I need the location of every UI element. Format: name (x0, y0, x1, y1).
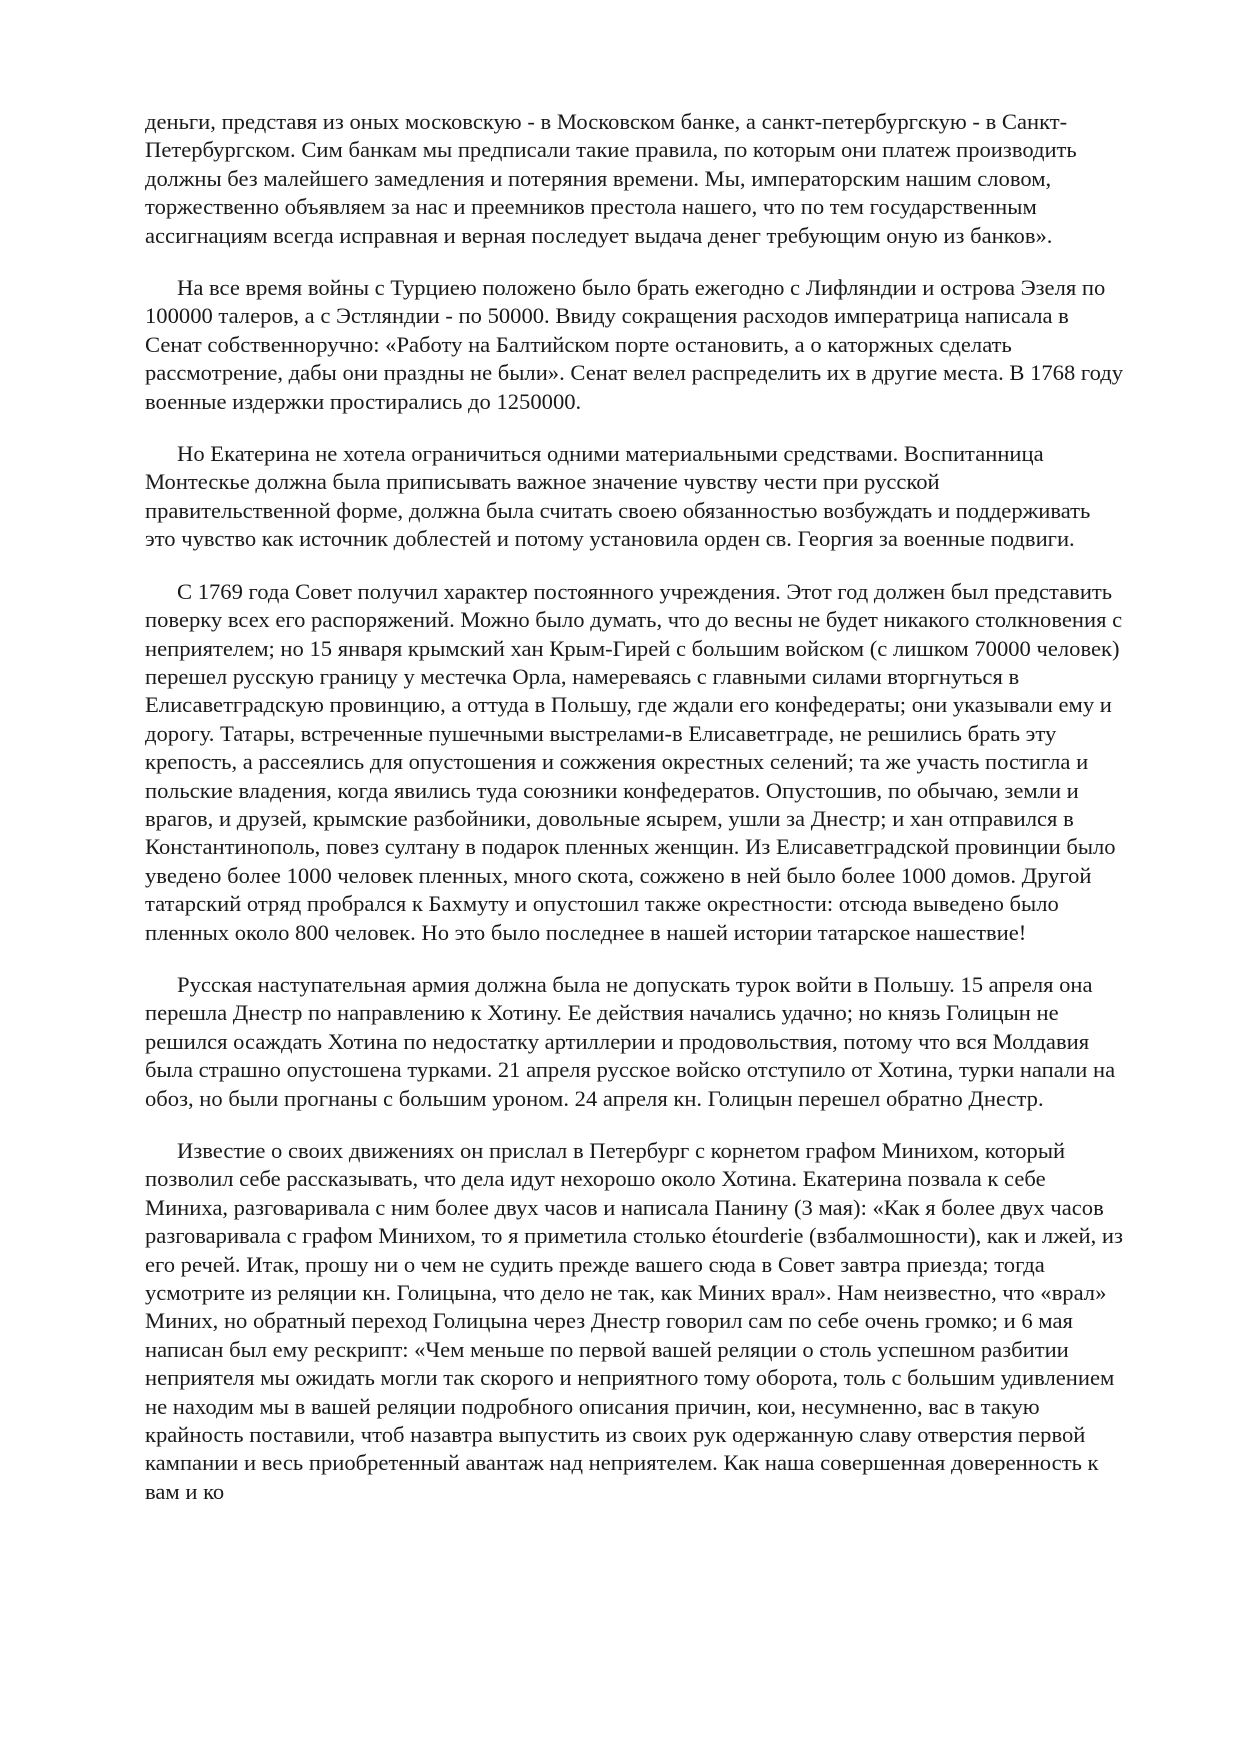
paragraph-3: Но Екатерина не хотела ограничиться одними материальными средствами. Воспитанница Монтескье должна была приписывать важное значение чувству чести при русской правительственной форме, должна была считать своею обязанностью возбуждать и поддерживать это чувство как источник доблестей и потому установила орден св. Георгия за военные подвиги. (145, 441, 1091, 552)
paragraph-2: На все время войны с Турциею положено было брать ежегодно с Лифляндии и острова Эзеля по 100000 талеров, а с Эстляндии - по 50000. Ввиду сокращения расходов императрица написала в Сенат собственноручно: «Работу на Балтийском порте остановить, а о каторжных сделать рассмотрение, дабы они праздны не были». Сенат велел распределить их в другие места. В 1768 году военные издержки простирались до 1250000. (145, 275, 1124, 414)
paragraph-5: Русская наступательная армия должна была не допускать турок войти в Польшу. 15 апреля она перешла Днестр по направлению к Хотину. Ее действия начались удачно; но князь Голицын не решился осаждать Хотина по недостатку артиллерии и продовольствия, потому что вся Молдавия была страшно опустошена турками. 21 апреля русское войско отступило от Хотина, турки напали на обоз, но были прогнаны с большим уроном. 24 апреля кн. Голицын перешел обратно Днестр. (145, 971, 1116, 1111)
paragraph-6: Известие о своих движениях он прислал в Петербург с корнетом графом Минихом, который позволил себе рассказывать, что дела идут нехорошо около Хотина. Екатерина позвала к себе Миниха, разговаривала с ним более двух часов и написала Панину (3 мая): «Как я более двух часов разговаривала с графом Минихом, то я приметила столько étourderie (взбалмошности), как и лжей, из его речей. Итак, прошу ни о чем не судить прежде вашего сюда в Совет завтра приезда; тогда усмотрите из реляции кн. Голицына, что дело не так, как Миних врал». Нам неизвестно, что «врал» Миних, но обратный переход Голицына через Днестр говорил сам по себе очень громко; и 6 мая написан был ему рескрипт: «Чем меньше по первой вашей реляции о столь успешном разбитии неприятеля мы ожидать могли так скорого и неприятного тому оборота, толь с большим удивлением не находим мы в вашей реляции подробного описания причин, кои, несумненно, вас в такую крайность поставили, чтоб назавтра выпустить из своих рук одержанную славу отверстия первой кампании и весь приобретенный авантаж над неприятелем. Как наша совершенная доверенность к вам и ко (145, 1138, 1123, 1504)
paragraph-1: деньги, представя из оных московскую - в Московском банке, а санкт-петербургскую - в Санкт-Петербургском. Сим банкам мы предписали такие правила, по которым они платеж производить должны без малейшего замедления и потеряния времени. Мы, императорским нашим словом, торжественно объявляем за нас и преемников престола нашего, что по тем государственным ассигнациям всегда исправная и верная последует выдача денег требующим оную из банков». (145, 109, 1077, 248)
paragraph-4: С 1769 года Совет получил характер постоянного учреждения. Этот год должен был представить поверку всех его распоряжений. Можно было думать, что до весны не будет никакого столкновения с неприятелем; но 15 января крымский хан Крым-Гирей с большим войском (с лишком 70000 человек) перешел русскую границу у местечка Орла, намереваясь с главными силами вторгнуться в Елисаветградскую провинцию, а оттуда в Польшу, где ждали его конфедераты; они указывали ему и дорогу. Татары, встреченные пушечными выстрелами-в Елисаветграде, не решились брать эту крепость, а рассеялись для опустошения и сожжения окрестных селений; та же участь постигла и польские владения, когда явились туда союзники конфедератов. Опустошив, по обычаю, земли и врагов, и друзей, крымские разбойники, довольные ясырем, ушли за Днестр; и хан отправился в Константинополь, повез султану в подарок пленных женщин. Из Елисаветградской провинции было уведено более 1000 человек пленных, много скота, сожжено в ней было более 1000 домов. Другой татарский отряд пробрался к Бахмуту и опустошил также окрестности: отсюда выведено было пленных около 800 человек. Но это было последнее в нашей истории татарское нашествие! (145, 578, 1123, 945)
document-body (145, 108, 1125, 1530)
